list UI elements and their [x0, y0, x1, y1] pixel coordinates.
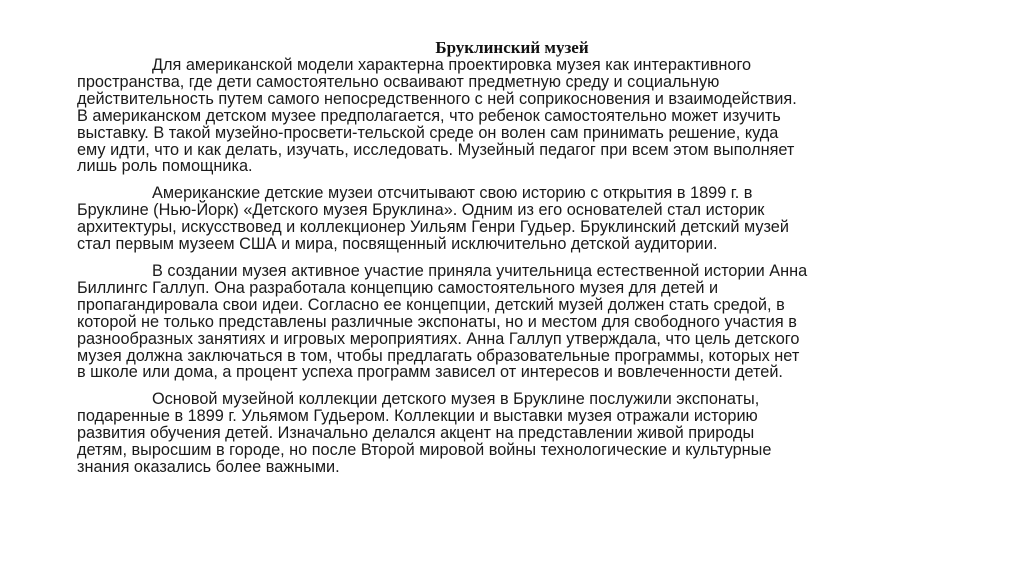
text-line: которой не только представлены различные экспонаты, но и местом для свободного участия в — [77, 312, 797, 331]
text-line: в школе или дома, а процент успеха программ зависел от интересов и вовлеченности детей. — [77, 363, 783, 382]
paragraph-2 — [77, 185, 967, 253]
text-line: ему идти, что и как делать, изучать, исследовать. Музейный педагог при всем этом выполняет — [77, 140, 795, 159]
text-line: В создании музея активное участие приняла учительница естественной истории Анна — [152, 261, 808, 280]
text-line: В американском детском музее предполагается, что ребенок самостоятельно может изучить — [77, 106, 781, 125]
text-line: детям, выросшим в городе, но после Второй мировой войны технологические и культурные — [77, 441, 772, 460]
text-line: пространства, где дети самостоятельно осваивают предметную среду и социальную — [77, 72, 720, 91]
slide-body — [77, 57, 967, 476]
text-line: Биллингс Галлуп. Она разработала концепцию самостоятельного музея для детей и — [77, 278, 719, 297]
text-line: стал первым музеем США и мира, посвященный исключительно детской аудитории. — [77, 235, 718, 254]
text-line: подаренные в 1899 г. Ульямом Гудьером. Коллекции и выставки музея отражали историю — [77, 407, 758, 426]
paragraph-4 — [77, 391, 967, 476]
text-line: музея должна заключаться в том, чтобы предлагать образовательные программы, которых нет — [77, 346, 800, 365]
text-line: Для американской модели характерна проектировка музея как интерактивного — [152, 56, 752, 74]
text-line: развития обучения детей. Изначально делался акцент на представлении живой природы — [77, 424, 755, 443]
paragraph-3 — [77, 263, 967, 381]
text-line: Американские детские музеи отсчитывают свою историю с открытия в 1899 г. в — [152, 184, 753, 203]
text-line: знания оказались более важными. — [77, 457, 340, 476]
text-line: архитектуры, искусствовед и коллекционер Уильям Генри Гудьер. Бруклинский детский музей — [77, 218, 789, 237]
text-line: выставку. В такой музейно-просвети-тельской среде он волен сам принимать решение, куда — [77, 123, 779, 142]
text-line: Бруклине (Нью-Йорк) «Детского музея Бруклина». Одним из его основателей стал историк — [77, 201, 765, 220]
paragraph-1 — [77, 57, 967, 175]
text-line: разнообразных занятиях и игровых мероприятиях. Анна Галлуп утверждала, что цель детского — [77, 329, 800, 348]
text-line: пропагандировала свои идеи. Согласно ее концепции, детский музей должен стать средой, в — [77, 295, 785, 314]
text-line: Основой музейной коллекции детского музея в Бруклине послужили экспонаты, — [152, 390, 760, 409]
text-line: лишь роль помощника. — [77, 157, 253, 176]
text-line: действительность путем самого непосредственного с ней соприкосновения и взаимодействия. — [77, 89, 797, 108]
slide-title: Бруклинский музей — [435, 38, 589, 57]
